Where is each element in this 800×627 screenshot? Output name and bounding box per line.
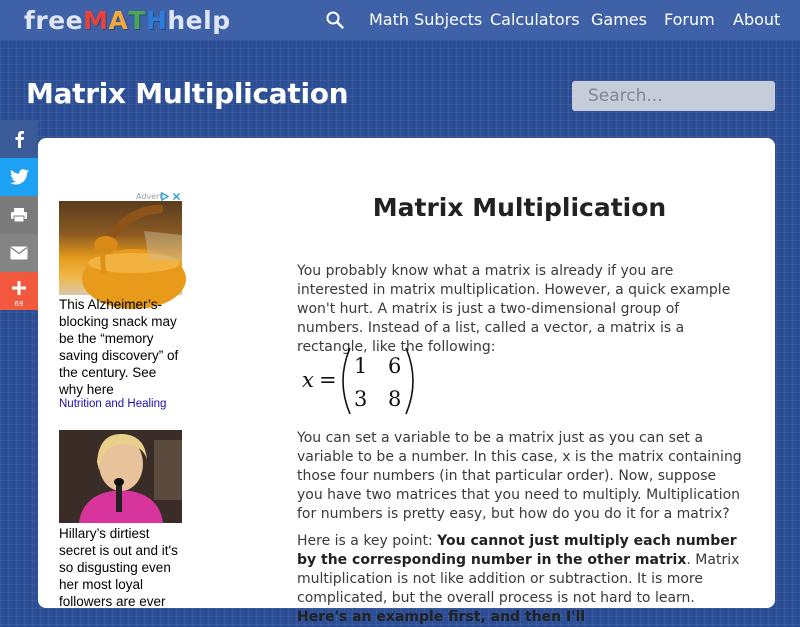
- paragraph-intro: You probably know what a matrix is already if you are interested in matrix multiplication. However, a quick example won't hurt. A matrix is just a two-dimensional group of numbers. Instead of a list, called a vector, a matrix is a rectangle, like the following:: [297, 263, 731, 355]
- ad-choices[interactable]: [160, 192, 181, 201]
- more-share-button[interactable]: [0, 272, 38, 310]
- site-logo[interactable]: [24, 6, 231, 36]
- plus-icon: [12, 281, 26, 295]
- ad-image-honey[interactable]: [59, 201, 182, 295]
- paragraph-variables: You can set a variable to be a matrix just as you can set a variable to be a number. In this case, x is the matrix containing those four numbers (in that particular order). Now, suppose you have two matrices that you need to multiply. Multiplication for numbers is pretty easy, but how do you do it for a matrix?: [297, 430, 742, 522]
- nav-about[interactable]: About: [733, 10, 781, 29]
- print-icon: [10, 207, 28, 223]
- paragraph-key-point: [297, 532, 743, 627]
- nav-math-subjects[interactable]: Math Subjects: [369, 10, 483, 29]
- facebook-icon: [13, 130, 25, 148]
- ad-2-text[interactable]: Hillary’s dirtiest secret is out and it's so disgusting even her most loyal followers are ever: [59, 526, 178, 609]
- twitter-share-button[interactable]: [0, 158, 38, 196]
- article-title: Matrix Multiplication: [372, 193, 667, 222]
- key-point-bold: You cannot just multiply each number by the corresponding number in the other matrix: [297, 533, 737, 568]
- search-input[interactable]: [572, 81, 775, 111]
- share-count: 69: [14, 300, 24, 308]
- nav-forum[interactable]: Forum: [664, 10, 715, 29]
- matrix-cell-2-2: 8: [388, 387, 402, 411]
- twitter-icon: [10, 169, 29, 185]
- key-point-text: . Matrix multiplication is not like addition or subtraction. It is more complicated, but the overall process is not hard to learn.: [297, 552, 740, 606]
- advertisement-label: Advert: [136, 192, 163, 201]
- email-share-button[interactable]: [0, 234, 38, 272]
- adchoices-icon: [160, 192, 169, 201]
- matrix-example: [302, 345, 417, 417]
- search-icon[interactable]: [325, 10, 345, 30]
- email-icon: [10, 246, 28, 260]
- matrix-variable: x: [302, 368, 314, 392]
- social-share-bar: [0, 120, 38, 310]
- logo-letter-a: A: [108, 6, 129, 35]
- print-button[interactable]: [0, 196, 38, 234]
- ad-image-portrait[interactable]: [59, 430, 182, 523]
- top-navigation-bar: [0, 0, 800, 41]
- logo-letter-t: T: [128, 6, 146, 35]
- key-point-example: Here's an example first, and then I'll: [297, 609, 586, 625]
- matrix-cell-2-1: 3: [354, 387, 368, 411]
- key-point-lead: Here is a key point:: [297, 533, 438, 549]
- close-icon: [172, 192, 181, 201]
- ad-1-source[interactable]: Nutrition and Healing: [59, 398, 167, 410]
- matrix-cell-1-2: 6: [388, 354, 402, 378]
- logo-prefix: free: [24, 6, 84, 35]
- logo-letter-m: M: [83, 6, 109, 35]
- matrix-equals: =: [319, 368, 337, 392]
- matrix-cell-1-1: 1: [354, 354, 368, 378]
- logo-suffix: help: [167, 6, 231, 35]
- nav-games[interactable]: Games: [591, 10, 647, 29]
- nav-calculators[interactable]: Calculators: [490, 10, 580, 29]
- page-title: Matrix Multiplication: [26, 77, 349, 110]
- ad-1-text[interactable]: This Alzheimer’s-blocking snack may be the “memory saving discovery” of the century. See why here: [59, 297, 179, 397]
- facebook-share-button[interactable]: [0, 120, 38, 158]
- logo-letter-h: H: [145, 6, 168, 35]
